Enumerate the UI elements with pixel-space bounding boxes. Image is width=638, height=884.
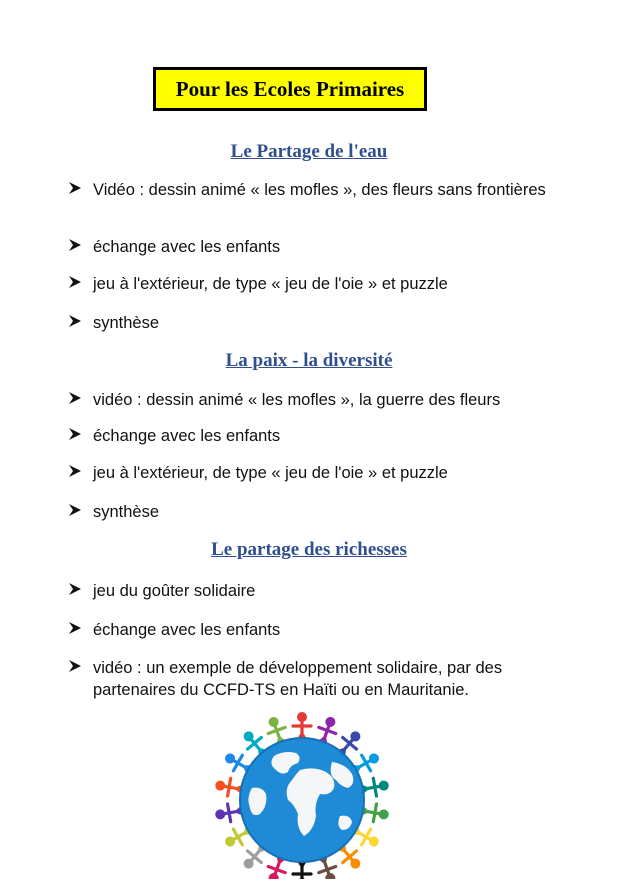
page-title: Pour les Ecoles Primaires (175, 76, 405, 101)
list-item-text: échange avec les enfants (93, 427, 281, 445)
list-item-text: synthèse (93, 314, 160, 332)
list-item-text: échange avec les enfants (93, 238, 281, 256)
list-item (68, 619, 548, 641)
arrow-bullet-icon (68, 425, 84, 447)
arrow-bullet-icon (68, 273, 84, 295)
arrow-bullet-icon (68, 179, 84, 201)
list-item (68, 179, 548, 201)
list-item (68, 273, 548, 295)
list-item-text: synthèse (93, 503, 160, 521)
arrow-bullet-icon (68, 657, 84, 679)
list-item (68, 657, 548, 701)
list-item-text: jeu à l'extérieur, de type « jeu de l'oie » et puzzle (93, 275, 448, 293)
list-item (68, 462, 548, 484)
arrow-bullet-icon (68, 501, 84, 523)
list-item (68, 312, 548, 334)
arrow-bullet-icon (68, 462, 84, 484)
list-item-text: échange avec les enfants (93, 621, 281, 639)
list-item-text: jeu à l'extérieur, de type « jeu de l'oie » et puzzle (93, 464, 448, 482)
list-item (68, 425, 548, 447)
list-item-text: vidéo : dessin animé « les mofles », la guerre des fleurs (93, 391, 501, 409)
arrow-bullet-icon (68, 619, 84, 641)
section-heading-peace: La paix - la diversité (225, 350, 393, 371)
section-heading-water: Le Partage de l'eau (230, 141, 388, 162)
list-item-text: Vidéo : dessin animé « les mofles », des fleurs sans frontières (93, 181, 546, 199)
globe-children-icon (212, 712, 392, 879)
list-item (68, 389, 548, 411)
list-item-text: jeu du goûter solidaire (93, 582, 256, 600)
arrow-bullet-icon (68, 236, 84, 258)
list-item (68, 580, 548, 602)
section-heading-wealth: Le partage des richesses (211, 539, 407, 560)
list-item (68, 236, 548, 258)
arrow-bullet-icon (68, 389, 84, 411)
page-title-box (153, 67, 427, 111)
arrow-bullet-icon (68, 580, 84, 602)
arrow-bullet-icon (68, 312, 84, 334)
list-item-text: vidéo : un exemple de développement solidaire, par des partenaires du CCFD-TS en Haïti ou en Mauritanie. (93, 659, 503, 699)
list-item (68, 501, 548, 523)
